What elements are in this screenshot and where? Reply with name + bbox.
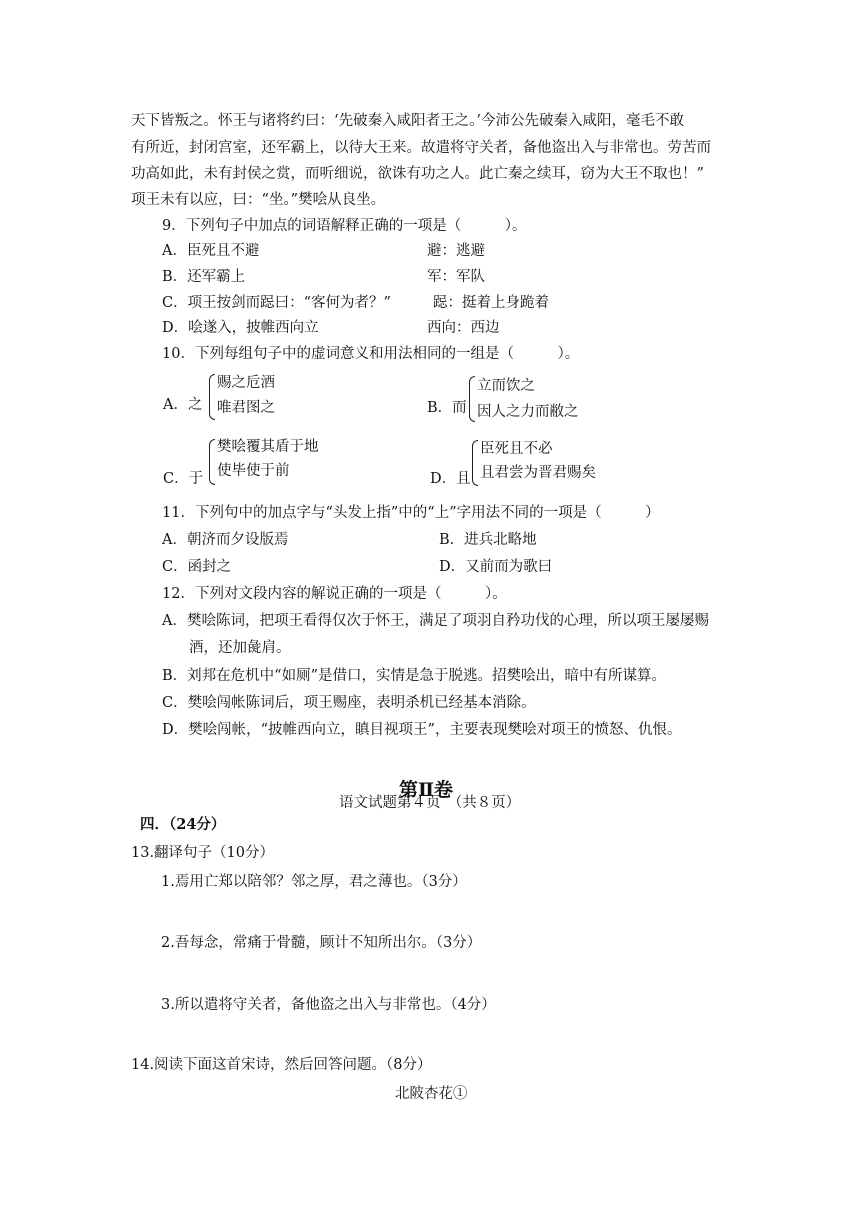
part-heading: 四．（24分） (140, 816, 226, 833)
q9-option-d-gloss: 西向：西边 (427, 320, 500, 336)
q10-option-c-line2: 使毕使于前 (217, 463, 290, 479)
q11-option-b: B．进兵北略地 (439, 532, 537, 548)
brace-icon (472, 440, 478, 486)
section-title: 第Ⅱ卷 (399, 779, 454, 801)
q12-option-a: A．樊哙陈词，把项王看得仅次于怀王，满足了项羽自矜功伐的心理，所以项王屡屡赐 (162, 613, 709, 629)
passage-line: 功高如此，未有封侯之赏，而听细说，欲诛有功之人。此亡秦之续耳，窃为大王不取也！” (131, 166, 704, 182)
q12-option-a-cont: 酒，还加彘肩。 (189, 640, 291, 656)
q9-option-b: B．还军霸上 (162, 269, 246, 285)
q13-item-1: 1.焉用亡郑以陪邻？邻之厚，君之薄也。（3分） (161, 874, 467, 890)
page-footer: 语文试题第４页 （共８页） (339, 795, 521, 811)
q12-option-b: B．刘邦在危机中“如厕”是借口，实情是急于脱逃。招樊哙出，暗中有所谋算。 (162, 668, 666, 684)
q11-option-d: D．又前而为歌曰 (439, 559, 553, 575)
q9-option-d: D．哙遂入，披帷西向立 (162, 320, 319, 336)
q11-option-a: A．朝济而夕设版焉 (162, 532, 289, 548)
q13-item-3: 3.所以遣将守关者，备他盗之出入与非常也。（4分） (161, 997, 496, 1013)
q11-stem: 11．下列句中的加点字与“头发上指”中的“上”字用法不同的一项是（ ） (162, 505, 660, 521)
q10-option-b-line1: 立而饮之 (477, 378, 535, 394)
q12-option-d: D．樊哙闯帐，“披帷西向立，瞋目视项王”，主要表现樊哙对项王的愤怒、仇恨。 (162, 722, 682, 738)
q10-stem: 10．下列每组句子中的虚词意义和用法相同的一组是（ ）。 (162, 346, 580, 362)
q10-option-d-line1: 臣死且不必 (480, 441, 553, 457)
q13-stem: 13.翻译句子（10分） (131, 845, 275, 861)
q14-stem: 14.阅读下面这首宋诗，然后回答问题。（8分） (131, 1057, 432, 1073)
q9-option-c-gloss: 跽：挺着上身跪着 (433, 295, 549, 311)
q9-option-c: C．项王按剑而跽曰：“客何为者？” (162, 295, 391, 311)
q10-option-d-label: D．且 (430, 471, 471, 487)
passage-line: 有所近，封闭宫室，还军霸上，以待大王来。故遣将守关者，备他盗出入与非常也。劳苦而 (131, 140, 711, 156)
q10-option-b-label: B．而 (427, 400, 467, 416)
q10-option-c-line1: 樊哙覆其盾于地 (217, 439, 319, 455)
poem-title: 北陂杏花① (395, 1086, 468, 1102)
q11-option-c: C．函封之 (162, 559, 232, 575)
q13-item-2: 2.吾每念，常痛于骨髓，顾计不知所出尔。（3分） (161, 935, 482, 951)
q12-stem: 12．下列对文段内容的解说正确的一项是（ ）。 (162, 586, 507, 602)
q9-option-a-gloss: 避：逃避 (427, 243, 485, 259)
brace-icon (209, 439, 215, 485)
brace-icon (469, 376, 475, 422)
passage-line: 项王未有以应，曰：“坐。”樊哙从良坐。 (131, 192, 386, 208)
q10-option-c-label: C．于 (163, 471, 204, 487)
q12-option-c: C．樊哙闯帐陈词后，项王赐座，表明杀机已经基本消除。 (162, 695, 536, 711)
q10-option-a-label: A．之 (163, 397, 203, 413)
q9-stem: 9．下列句子中加点的词语解释正确的一项是（ ）。 (162, 218, 527, 234)
q10-option-a-line1: 赐之卮酒 (217, 375, 275, 391)
brace-icon (209, 374, 215, 420)
q9-option-b-gloss: 军：军队 (427, 269, 485, 285)
q10-option-a-line2: 唯君图之 (217, 400, 275, 416)
q10-option-d-line2: 且君尝为晋君赐矣 (480, 465, 596, 481)
passage-line: 天下皆叛之。怀王与诸将约曰：‘先破秦入咸阳者王之。’今沛公先破秦入咸阳，毫毛不敢 (131, 113, 684, 129)
q10-option-b-line2: 因人之力而敝之 (477, 404, 579, 420)
q9-option-a: A．臣死且不避 (162, 243, 260, 259)
